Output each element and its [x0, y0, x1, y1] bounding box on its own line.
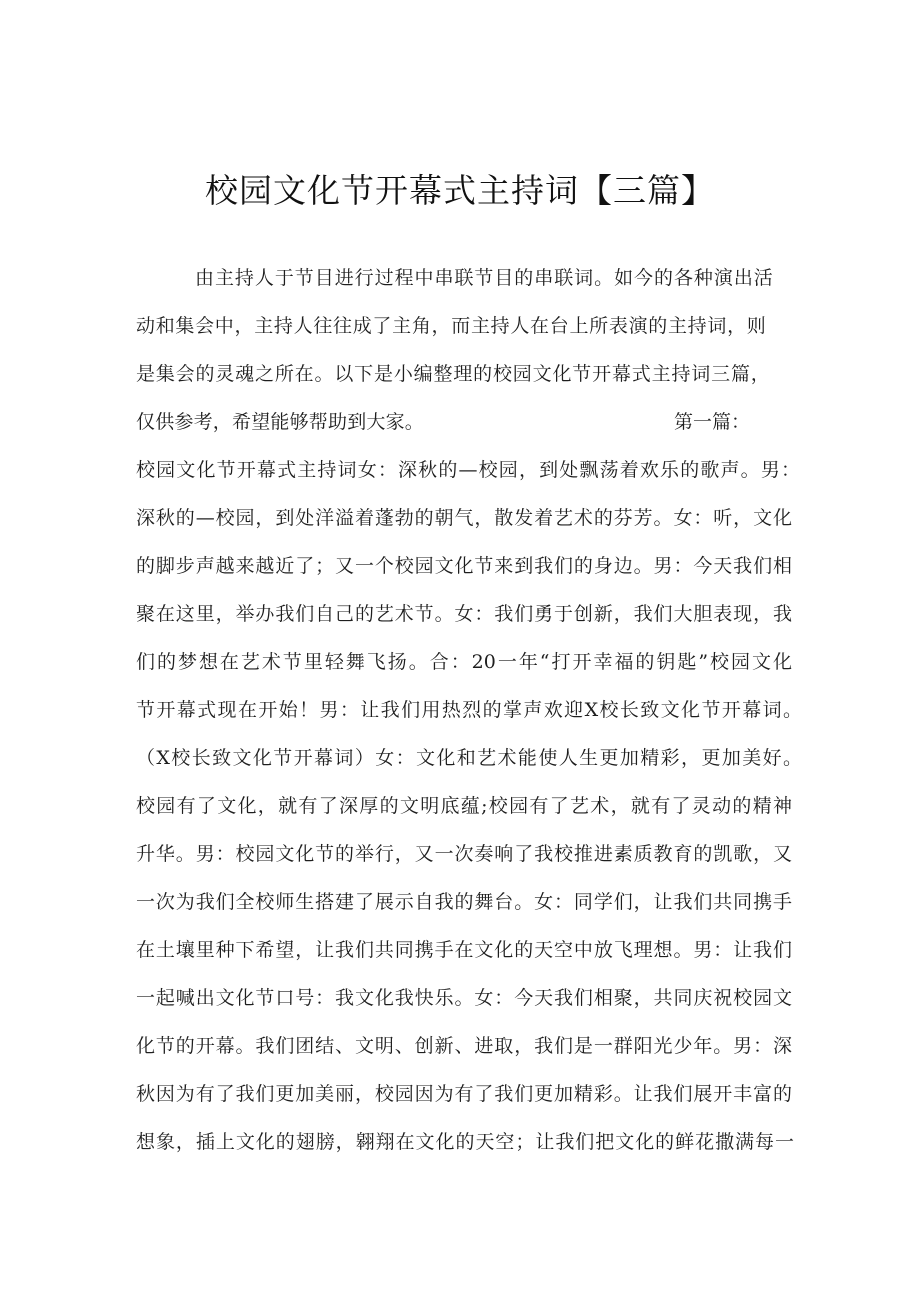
body-line: 想象，插上文化的翅膀，翱翔在文化的天空；让我们把文化的鲜花撒满每一: [136, 1131, 794, 1153]
body-line: 们的梦想在艺术节里轻舞飞扬。合：20一年“打开幸福的钥匙”校园文化: [136, 651, 792, 673]
body-line: 秋因为有了我们更加美丽，校园因为有了我们更加精彩。让我们展开丰富的: [136, 1083, 792, 1105]
section-heading: 第一篇：: [674, 411, 751, 433]
intro-line: 动和集会中，主持人往往成了主角，而主持人在台上所表演的主持词，则: [136, 315, 766, 337]
body-line: 校园文化节开幕式主持词女：深秋的—校园，到处飘荡着欢乐的歌声。男：: [136, 459, 800, 481]
document-title: 校园文化节开幕式主持词【三篇】: [205, 171, 715, 210]
body-line: 的脚步声越来越近了；又一个校园文化节来到我们的身边。男：今天我们相: [136, 555, 792, 577]
body-line: 深秋的—校园，到处洋溢着蓬勃的朝气，散发着艺术的芬芳。女：听，文化: [136, 507, 792, 529]
intro-line: 仅供参考，希望能够帮助到大家。: [136, 411, 425, 433]
body-line: 节开幕式现在开始！男：让我们用热烈的掌声欢迎X校长致文化节开幕词。: [136, 699, 802, 721]
body-line: 聚在这里，举办我们自己的艺术节。女：我们勇于创新，我们大胆表现，我: [136, 603, 792, 625]
body-line: 在土壤里种下希望，让我们共同携手在文化的天空中放飞理想。男：让我们: [136, 939, 792, 961]
intro-line: 由主持人于节目进行过程中串联节目的串联词。如今的各种演出活: [195, 267, 773, 289]
intro-line: 是集会的灵魂之所在。以下是小编整理的校园文化节开幕式主持词三篇，: [136, 363, 770, 385]
body-line: 升华。男：校园文化节的举行，又一次奏响了我校推进素质教育的凯歌，又: [136, 843, 792, 865]
body-line: 一起喊出文化节口号：我文化我快乐。女：今天我们相聚，共同庆祝校园文: [136, 987, 792, 1009]
body-line: 一次为我们全校师生搭建了展示自我的舞台。女：同学们，让我们共同携手: [136, 891, 792, 913]
body-line: 化节的开幕。我们团结、文明、创新、进取，我们是一群阳光少年。男：深: [136, 1035, 792, 1057]
body-line: 校园有了文化，就有了深厚的文明底蕴;校园有了艺术，就有了灵动的精神: [136, 795, 792, 817]
body-line: （X校长致文化节开幕词）女：文化和艺术能使人生更加精彩，更加美好。: [136, 747, 802, 769]
